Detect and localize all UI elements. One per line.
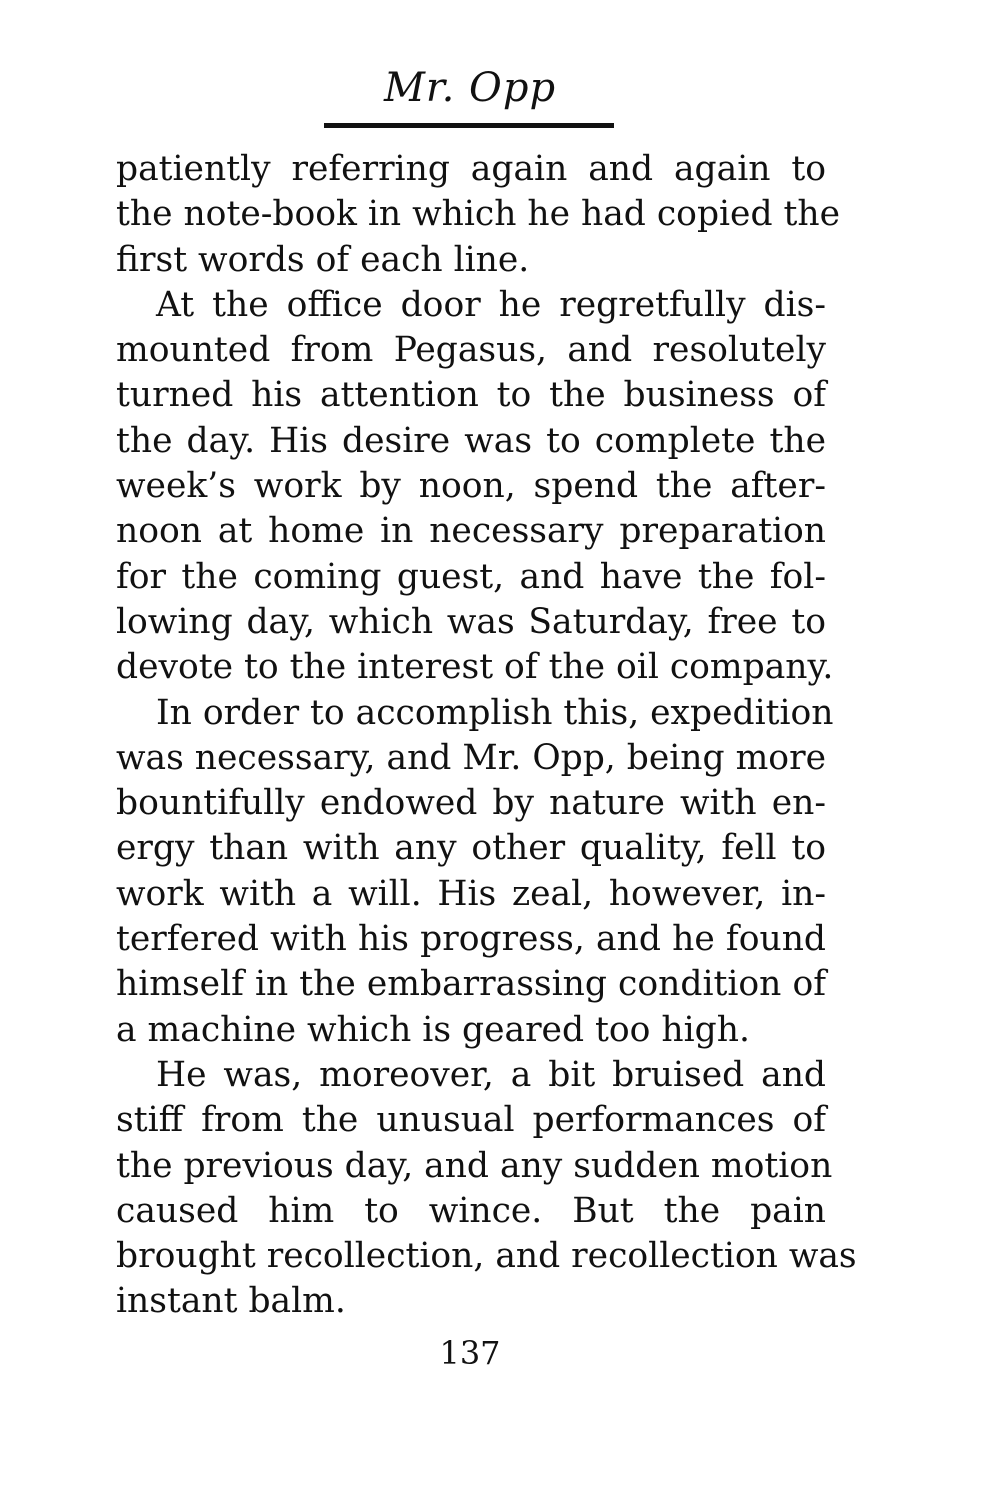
- text-line: patiently referring again and again to: [116, 149, 826, 189]
- text-line: turned his attention to the business of: [116, 375, 826, 416]
- text-line: At the office door he regretfully dis-: [156, 284, 826, 325]
- text-line: ergy than with any other quality, fell to: [116, 828, 826, 869]
- text-line: first words of each line.: [116, 239, 530, 280]
- text-line: lowing day, which was Saturday, free to: [116, 601, 826, 642]
- text-line: instant balm.: [116, 1281, 346, 1322]
- text-line: He was, moreover, a bit bruised and: [156, 1054, 826, 1095]
- text-line: devote to the interest of the oil company.: [116, 647, 834, 688]
- text-line: the previous day, and any sudden motion: [116, 1145, 833, 1186]
- text-line: noon at home in necessary preparation: [116, 511, 826, 552]
- page-number: 137: [439, 1334, 501, 1372]
- running-head: Mr. Opp: [383, 65, 557, 111]
- text-line: brought recollection, and recollection was: [116, 1236, 857, 1277]
- text-line: for the coming guest, and have the fol-: [116, 556, 826, 597]
- text-line: himself in the embarrassing condition of: [116, 964, 826, 1005]
- text-line: a machine which is geared too high.: [116, 1009, 750, 1050]
- text-line: In order to accomplish this, expedition: [156, 692, 834, 733]
- paragraph: [116, 1053, 857, 1325]
- text-line: the day. His desire was to complete the: [116, 420, 826, 461]
- text-line: mounted from Pegasus, and resolutely: [116, 330, 826, 371]
- text-line: was necessary, and Mr. Opp, being more: [116, 737, 826, 778]
- paragraph: [116, 691, 834, 1053]
- body-text: [116, 147, 857, 1325]
- text-line: terfered with his progress, and he found: [116, 919, 826, 960]
- text-line: work with a will. His zeal, however, in-: [116, 873, 826, 914]
- paragraph: [116, 147, 841, 283]
- text-line: bountifully endowed by nature with en-: [116, 783, 826, 824]
- text-line: stiff from the unusual performances of: [116, 1100, 826, 1141]
- header-rule: [324, 123, 614, 128]
- text-line: week’s work by noon, spend the after-: [116, 466, 826, 507]
- text-line: caused him to wince. But the pain: [116, 1190, 826, 1231]
- text-line: the note-book in which he had copied the: [116, 194, 841, 235]
- paragraph: [116, 283, 834, 691]
